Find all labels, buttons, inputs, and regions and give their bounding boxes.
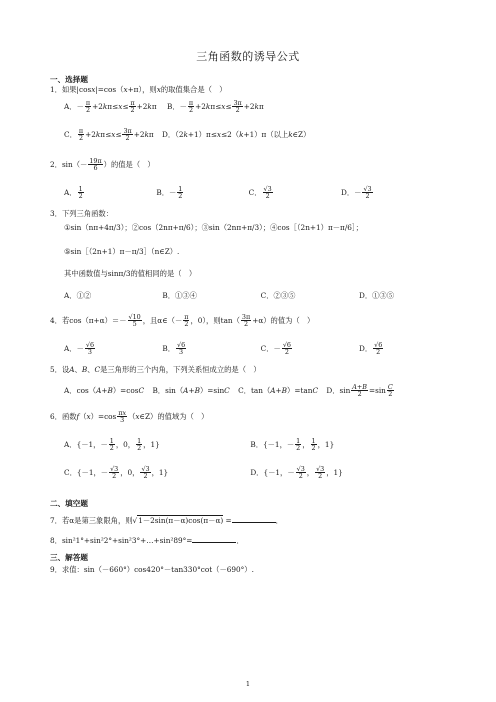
q7-answer-blank[interactable] <box>232 516 276 523</box>
q3-option-b: B．①③④ <box>162 291 197 300</box>
question-2-stem: 2．sin（－ $\frac{19\pi}{6}$ ）的值是（ ） <box>50 157 155 173</box>
q4-option-d: D． $\frac{√6}{2}$ <box>358 341 383 357</box>
question-2-options <box>64 186 374 200</box>
question-3-line-3: 其中函数值与sinπ/3的值相同的是（ ） <box>64 269 197 278</box>
q6-option-c: C．{－1，－ $\frac{√3}{2}$ ，0， $\frac{√3}{2}$ ，1} <box>64 465 169 481</box>
q1-option-c: C． $\frac{\pi}{2}$ +2kπ≤x≤ $\frac{3\pi}{2}$ +2kπ <box>64 127 154 143</box>
section-heading-solve: 三、解答题 <box>50 553 88 562</box>
question-3-line-1: ①sin（nπ+4π/3）；②cos（2nπ+π/6）；③sin（2nπ+π/3）；④cos［（2n+1）π－π/6］； <box>64 223 363 232</box>
question-3-stem: 3．下列三角函数： <box>50 209 114 218</box>
q4-option-a: A．－ $\frac{√6}{3}$ <box>64 341 95 357</box>
q5-option-b: B．sin（A+B）=sinC <box>152 385 230 395</box>
q5-option-a: A．cos（A+B）=cosC <box>64 385 145 395</box>
q5-option-c: C．tan（A+B）=tanC <box>238 385 319 395</box>
q2-option-d: D．－ $\frac{√3}{2}$ <box>340 185 372 201</box>
question-9: 9．求值：sin（－660°）cos420°－tan330°cot（－690°）. <box>50 565 254 574</box>
page-number: 1 <box>245 680 251 688</box>
question-5-stem: 5．设A、B、C是三角形的三个内角，下列关系恒成立的是（ ） <box>50 365 261 374</box>
q2-option-a: A． $\frac{1}{2}$ <box>64 185 83 201</box>
q2-option-c: C． $\frac{√3}{2}$ <box>248 185 272 201</box>
question-1-stem: 1．如果|cosx|=cos（x+π），则x的取值集合是（ ） <box>50 85 227 94</box>
q3-option-c: C．②③⑤ <box>260 291 296 300</box>
section-heading-choice: 一、选择题 <box>50 75 88 84</box>
q6-option-a: A．{－1，－ $\frac{1}{2}$ ，0， $\frac{1}{2}$ ，1} <box>64 437 160 453</box>
section-heading-fill: 二、填空题 <box>50 499 88 508</box>
question-7: 7．若α是第三象限角，则√1－2sin(π－α)cos(π－α) = ． <box>50 516 283 525</box>
question-6-options-cd <box>64 466 343 480</box>
q4-option-c: C．－ $\frac{√6}{2}$ <box>260 341 291 357</box>
question-6-options-ab <box>64 438 334 452</box>
q5-option-d: D．sin $\frac{A+B}{2}$ =sin $\frac{C}{2}$ <box>326 383 393 399</box>
q4-option-b: B． $\frac{√6}{3}$ <box>162 341 186 357</box>
question-1-options-cd <box>64 128 310 142</box>
q6-option-b: B．{－1，－ $\frac{1}{2}$ ， $\frac{1}{2}$ ，1} <box>250 437 335 453</box>
q3-option-d: D．①③⑤ <box>358 291 395 300</box>
question-4-stem: 4．若cos（π+α）＝－ $\frac{√10}{5}$ ，且α∈（－ $\frac{\pi}{2}$ ，0），则tan（ $\frac{3\pi}{2}$ +α）的值为（ ） <box>50 313 315 329</box>
q1-option-b: B．－ $\frac{\pi}{2}$ +2kπ≤x≤ $\frac{3\pi}{2}$ +2kπ <box>166 99 264 115</box>
question-3-line-2: ⑤sin［（2n+1）π－π/3］（n∈Z）. <box>64 247 180 256</box>
question-6-stem: 6．函数f（x）=cos $\frac{\pi x}{3}$ （x∈Z）的值域为（ ） <box>50 409 209 425</box>
q3-option-a: A．①② <box>64 291 92 300</box>
question-1-options-ab <box>64 100 264 114</box>
q1-option-d: D．（2k+1）π≤x≤2（k+1）π（以上k∈Z） <box>162 129 311 139</box>
q8-answer-blank[interactable] <box>192 536 236 543</box>
question-8: 8．sin²1°+sin²2°+sin²3°+…+sin²89°= ． <box>50 536 244 545</box>
question-5-options <box>64 384 395 398</box>
question-4-options <box>64 342 384 356</box>
q1-option-a: A．－ $\frac{\pi}{2}$ +2kπ≤x≤ $\frac{\pi}{2}$ +2kπ <box>64 99 157 115</box>
q2-option-b: B．－ $\frac{1}{2}$ <box>156 185 183 201</box>
page-title: 三角函数的诱导公式 <box>196 50 300 63</box>
q6-option-d: D．{－1，－ $\frac{√3}{2}$ ， $\frac{√3}{2}$ ，1} <box>250 465 343 481</box>
question-3-options <box>64 292 394 300</box>
